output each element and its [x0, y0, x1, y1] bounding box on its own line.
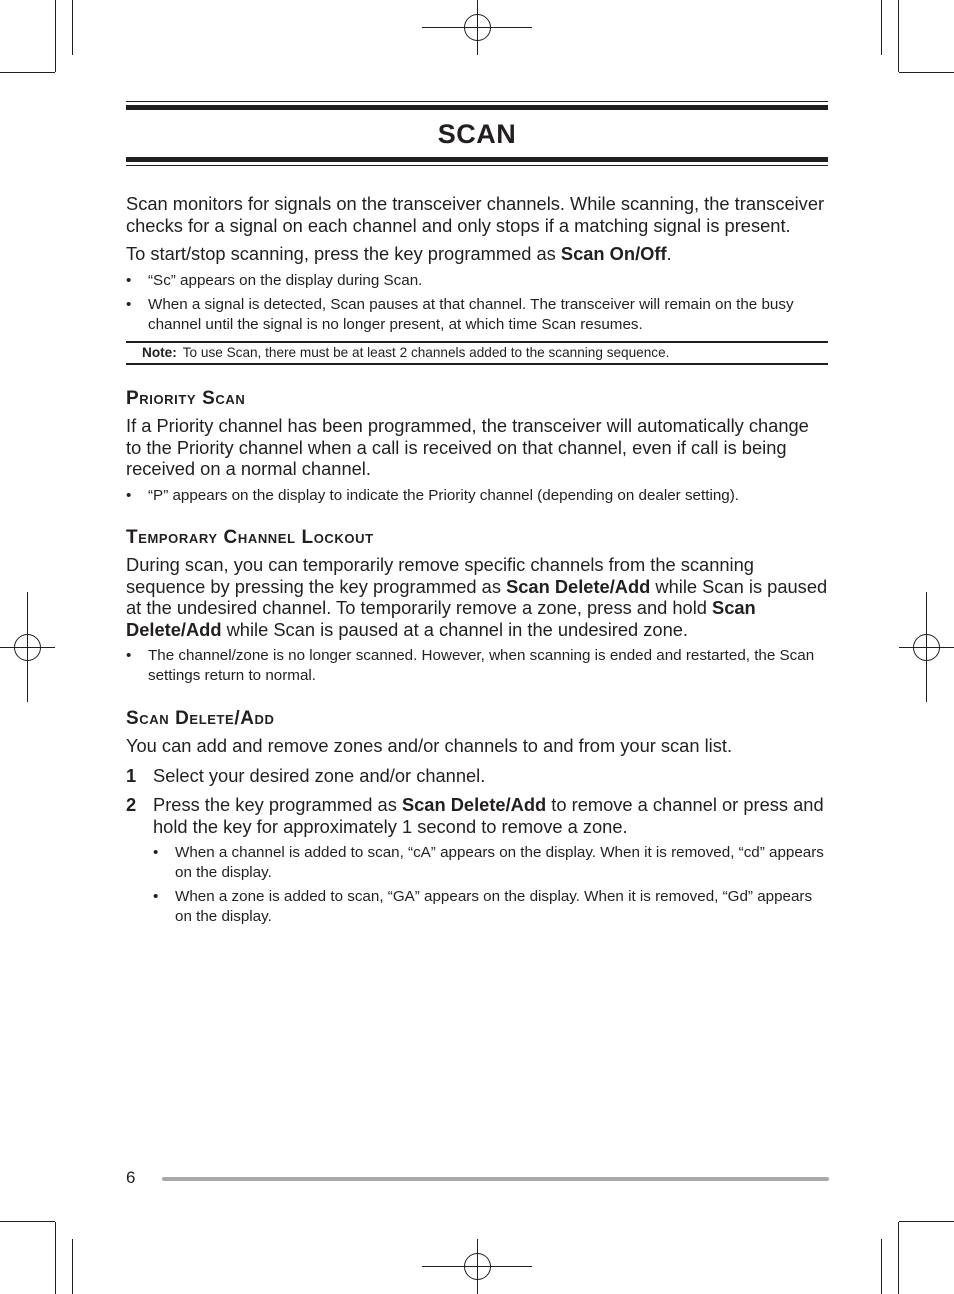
page-title: SCAN	[437, 119, 517, 149]
scan-on-off-key: Scan On/Off	[560, 243, 667, 264]
list-item: • When a signal is detected, Scan pauses at that channel. The transceiver will remain on the busy channel until the signal is no longer present, at which time Scan resumes.	[126, 296, 794, 333]
scan-delete-add-key: Scan Delete/Add	[506, 575, 651, 597]
step-number: 1	[126, 764, 137, 786]
bullet-icon: •	[153, 844, 159, 861]
step-number: 2	[126, 794, 137, 815]
bullet-icon: •	[126, 296, 132, 313]
bullet-icon: •	[126, 271, 132, 289]
section-heading-priority-scan: Priority Scan	[126, 388, 246, 409]
section-heading-temporary-channel-lockout: Temporary Channel Lockout	[126, 527, 374, 548]
list-item: • The channel/zone is no longer scanned. However, when scanning is ended and restarted, the Scan settings return to normal.	[126, 647, 815, 684]
step-item: 2 Press the key programmed as Scan Delete/Add to remove a channel or press and hold the key for approximately 1 second to remove a zone.	[126, 794, 824, 837]
bullet-icon: •	[153, 888, 159, 905]
scan-delete-add-key: Scan Delete/Add	[401, 794, 547, 815]
intro-paragraph: Scan monitors for signals on the transceiver channels. While scanning, the transceiver checks for a signal on each channel and only stops if a matching signal is present.	[126, 193, 825, 236]
lockout-paragraph: During scan, you can temporarily remove specific channels from the scanning sequence by pressing the key programmed as Scan Delete/Add while Scan is paused at the undesired channel. To temporarily remove a zone, press and hold Scan Delete/Add while Scan is paused at a channel in the undesired zone.	[126, 554, 828, 640]
title-rule-top-thick	[126, 105, 828, 110]
footer-bar	[162, 1177, 829, 1181]
page-number: 6	[126, 1168, 136, 1187]
bullet-icon: •	[126, 486, 132, 504]
bullet-icon: •	[126, 647, 132, 664]
title-rule-top-thin	[126, 101, 828, 102]
note-text: To use Scan, there must be at least 2 channels added to the scanning sequence.	[182, 345, 670, 360]
page-content	[126, 101, 828, 926]
list-item: • “Sc” appears on the display during Scan.	[126, 271, 423, 289]
note-box	[126, 341, 828, 365]
step-item: 1 Select your desired zone and/or channel.	[126, 764, 486, 786]
list-item: • When a channel is added to scan, “cA” appears on the display. When it is removed, “cd” appears on the display.	[153, 844, 824, 881]
list-item: • “P” appears on the display to indicate the Priority channel (depending on dealer setting).	[126, 486, 739, 504]
list-item: • When a zone is added to scan, “GA” appears on the display. When it is removed, “Gd” appears on the display.	[153, 888, 813, 925]
note-label: Note:	[142, 345, 177, 360]
scan-delete-add-key: Scan Delete/Add	[126, 597, 756, 640]
delete-add-paragraph: You can add and remove zones and/or channels to and from your scan list.	[126, 735, 733, 756]
priority-paragraph: If a Priority channel has been programmed, the transceiver will automatically change to the Priority channel when a call is received on that channel, even if call is being received on a normal channel.	[126, 415, 809, 479]
start-stop-paragraph: To start/stop scanning, press the key programmed as Scan On/Off.	[126, 243, 672, 264]
section-heading-scan-delete-add: Scan Delete/Add	[126, 708, 275, 729]
title-rule-bottom-thick	[126, 157, 828, 162]
